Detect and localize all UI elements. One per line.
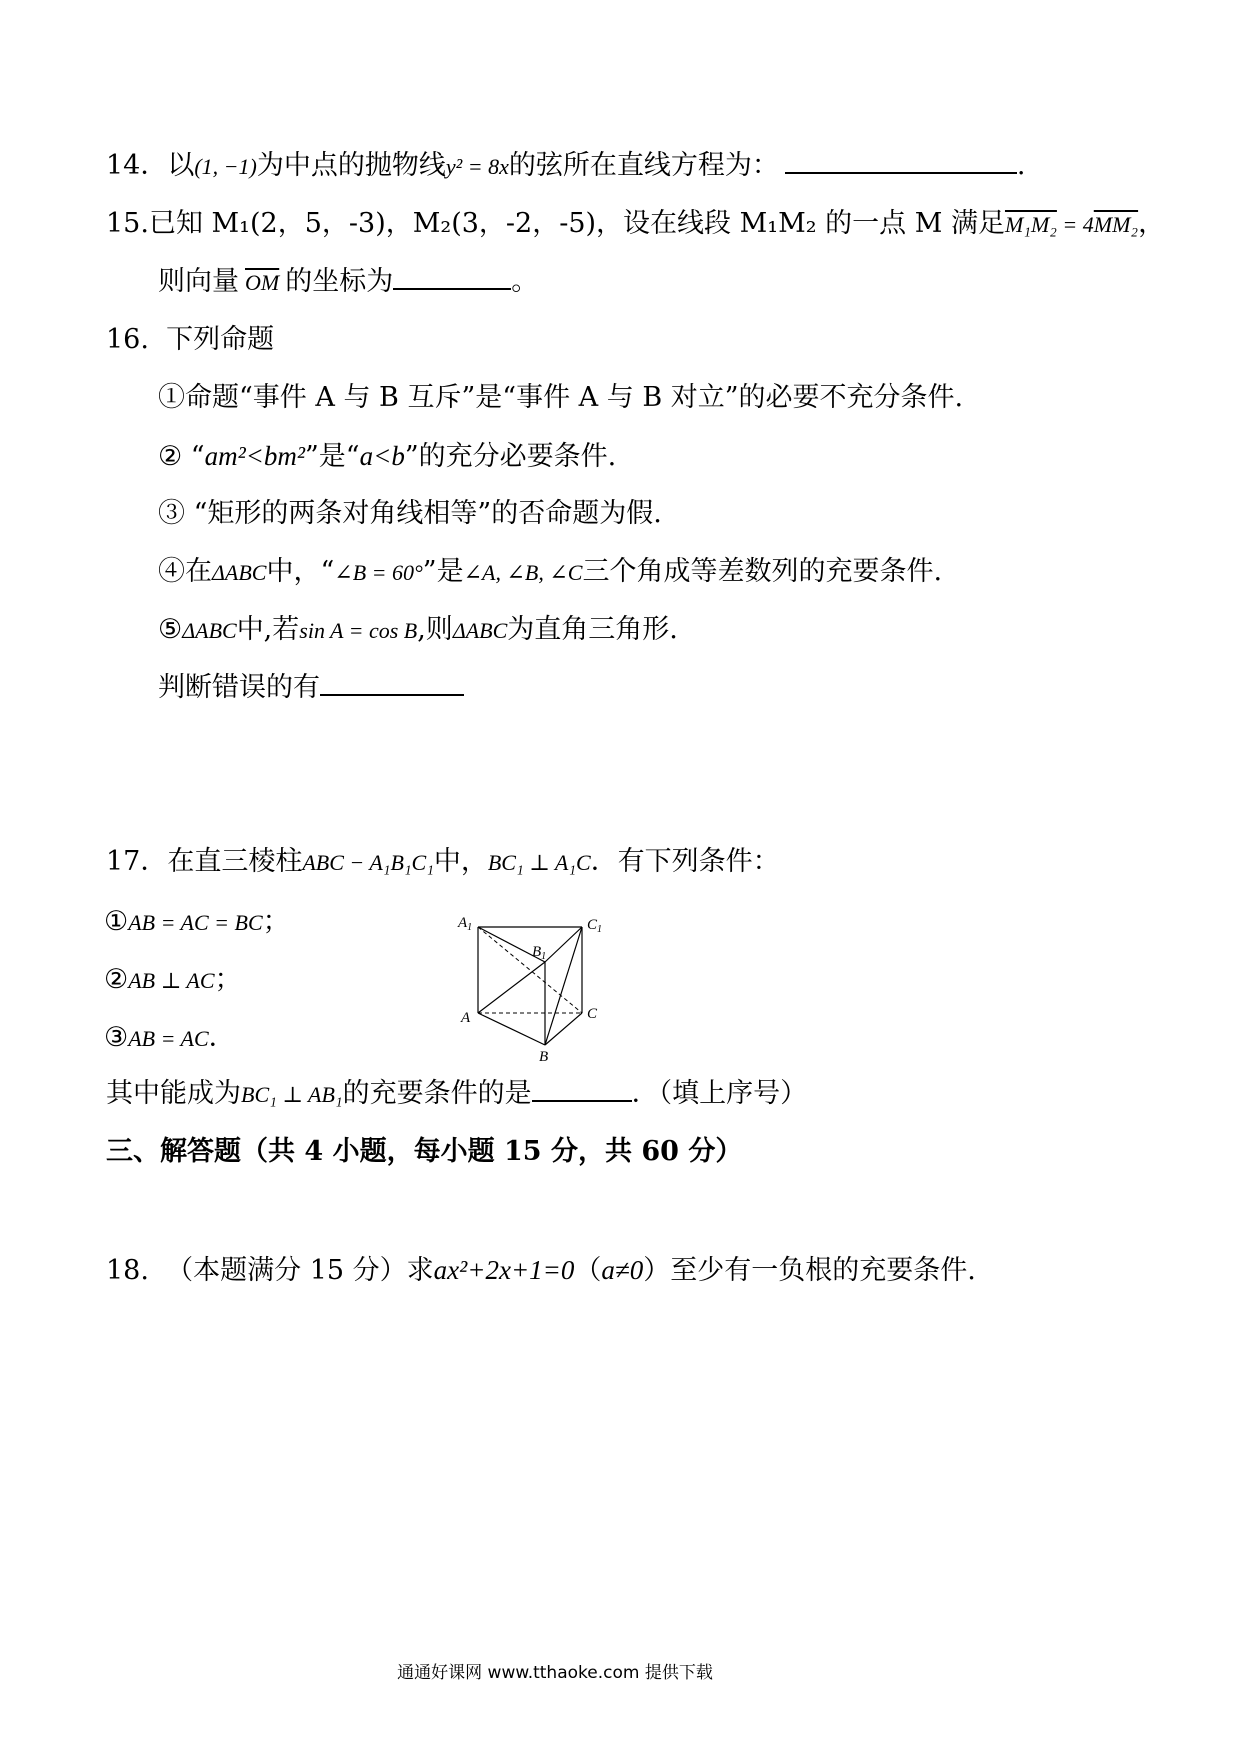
label-a: A <box>461 1010 471 1026</box>
q17-condition: BC₁ ⊥ A₁C <box>487 850 591 875</box>
q16-judge-text: 判断错误的有 <box>158 672 320 703</box>
q18-text-2: （ <box>574 1255 602 1286</box>
q16-item-2-b: ”是“ <box>305 441 360 472</box>
question-15 <box>106 206 1165 243</box>
label-c1: $C_1$ <box>587 917 603 935</box>
diag-a-b1 <box>478 962 545 1013</box>
label-c: C <box>587 1006 598 1022</box>
q16-item-4-e: ”是 <box>422 556 464 587</box>
q15-eq-mid: = 4 <box>1056 212 1094 237</box>
q17-prism: ABC − A₁B₁C₁ <box>302 850 434 875</box>
q16-answer-blank[interactable] <box>320 670 464 696</box>
q17-cond-1-end: ； <box>262 906 290 937</box>
section-3-heading <box>106 1134 742 1170</box>
q16-item-5-g: 为直角三角形. <box>507 614 678 645</box>
q16-item-1 <box>158 380 963 416</box>
question-17 <box>106 844 780 881</box>
q15-vector-om: $\overline{OM}$ <box>245 270 280 295</box>
q14-end: . <box>1016 150 1026 181</box>
q16-item-5-triangle: ΔABC <box>182 618 237 643</box>
q16-number: 16. <box>106 324 149 355</box>
q18-condition: a≠0 <box>601 1255 644 1285</box>
q14-point: (1, −1) <box>194 154 257 179</box>
q17-cond-1-math: AB = AC = BC <box>128 910 263 935</box>
q16-item-4-angles: ∠A, ∠B, ∠C <box>463 560 583 585</box>
q17-number: 17． <box>106 846 168 877</box>
q16-item-2-a: ② “ <box>158 441 205 472</box>
q16-item-3-text: ③ “矩形的两条对角线相等”的否命题为假. <box>158 498 662 529</box>
q16-item-4-angle: ∠B = 60° <box>334 560 423 585</box>
q16-item-2 <box>158 438 616 475</box>
q18-number: 18. <box>106 1255 149 1286</box>
q14-text-2: 为中点的抛物线 <box>256 150 446 181</box>
q17-cond-2-mark: ② <box>104 964 129 995</box>
q17-cond-2 <box>104 962 242 999</box>
q17-cond-3-end: ． <box>208 1022 236 1053</box>
q15-answer-blank[interactable] <box>393 264 511 290</box>
q16-item-2-math: am²<bm² <box>204 441 305 471</box>
q17-text-2: 中， <box>433 846 488 877</box>
q17-cond-3-mark: ③ <box>104 1022 129 1053</box>
q16-item-4-triangle: ΔABC <box>212 560 267 585</box>
q17-cond-2-math: AB ⊥ AC <box>128 968 215 993</box>
q17-cond-3 <box>104 1020 236 1057</box>
q17-answer-text-3: ．（填上序号） <box>631 1078 808 1109</box>
q15-vector-mm2: MM₂ <box>1093 212 1139 237</box>
question-16-title <box>106 322 274 358</box>
q18-text-3: ）至少有一负根的充要条件. <box>643 1255 976 1286</box>
q17-cond-3-math: AB = AC <box>128 1026 209 1051</box>
q15-text-1: 已知 M₁(2，5，-3)，M₂(3，-2，-5)，设在线段 M₁M₂ 的一点 M 满足 <box>148 208 1005 239</box>
q16-item-2-math-2: a<b <box>359 441 405 471</box>
page-footer <box>0 1655 1110 1691</box>
q16-item-5 <box>158 612 678 649</box>
prism-figure <box>450 905 630 1065</box>
q17-answer-text-1: 其中能成为 <box>106 1078 241 1109</box>
q14-answer-blank[interactable] <box>785 148 1017 174</box>
q16-item-3 <box>158 496 662 532</box>
q16-item-1-text: ①命题“事件 A 与 B 互斥”是“事件 A 与 B 对立”的必要不充分条件. <box>158 382 964 413</box>
q16-item-5-c: 中,若 <box>236 614 300 645</box>
q14-number: 14． <box>106 150 168 181</box>
q14-text-1: 以 <box>167 150 195 181</box>
question-14 <box>106 148 1025 185</box>
q16-item-2-d: ”的充分必要条件. <box>404 441 617 472</box>
q14-equation: y² = 8x <box>445 154 509 179</box>
q17-answer-text-2: 的充要条件的是 <box>342 1078 532 1109</box>
q17-cond-2-end: ； <box>214 964 242 995</box>
label-b: B <box>539 1049 549 1065</box>
q18-text-1: （本题满分 15 分）求 <box>166 1255 434 1286</box>
q17-answer-line <box>106 1076 807 1113</box>
q18-equation: ax²+2x+1=0 <box>433 1255 575 1285</box>
q17-cond-1-mark: ① <box>104 906 129 937</box>
q16-judge <box>158 670 464 706</box>
q16-title: 下列命题 <box>166 324 275 355</box>
label-b1: $B_1$ <box>532 944 547 962</box>
q15-text-3: 则向量 <box>158 266 239 297</box>
label-a1: $A_1$ <box>458 915 473 933</box>
q17-answer-condition: BC₁ ⊥ AB₁ <box>241 1082 343 1107</box>
q15-text-2: ， <box>1138 208 1166 239</box>
footer-text: 通通好课网 www.tthaoke.com 提供下载 <box>397 1663 713 1683</box>
q15-vector-m1m2: M₁M₂ <box>1004 212 1057 237</box>
q16-item-5-equation: sin A = cos B <box>299 618 418 643</box>
question-15-line-2 <box>158 264 538 301</box>
q16-item-5-e: ,则 <box>417 614 453 645</box>
question-18 <box>106 1252 976 1289</box>
q15-end: 。 <box>511 266 539 297</box>
q16-item-4 <box>158 554 942 591</box>
q16-item-4-c: 中，“ <box>266 556 335 587</box>
q17-text-1: 在直三棱柱 <box>167 846 303 877</box>
q16-item-5-a: ⑤ <box>158 614 183 645</box>
q15-text-4: 的坐标为 <box>285 266 394 297</box>
q17-text-3: ．有下列条件： <box>590 846 780 877</box>
q16-item-4-g: 三个角成等差数列的充要条件. <box>582 556 943 587</box>
section-3-text: 三、解答题（共 4 小题，每小题 15 分，共 60 分） <box>106 1136 743 1167</box>
q16-item-4-a: ④在 <box>158 556 212 587</box>
q17-cond-1 <box>104 904 290 941</box>
edge-a-b <box>478 1013 545 1045</box>
q17-answer-blank[interactable] <box>532 1076 632 1102</box>
diag-a1-c-hidden <box>478 927 582 1013</box>
q14-text-3: 的弦所在直线方程为： <box>508 150 779 181</box>
q15-number: 15. <box>106 208 149 239</box>
q16-item-5-triangle-2: ΔABC <box>452 618 508 643</box>
